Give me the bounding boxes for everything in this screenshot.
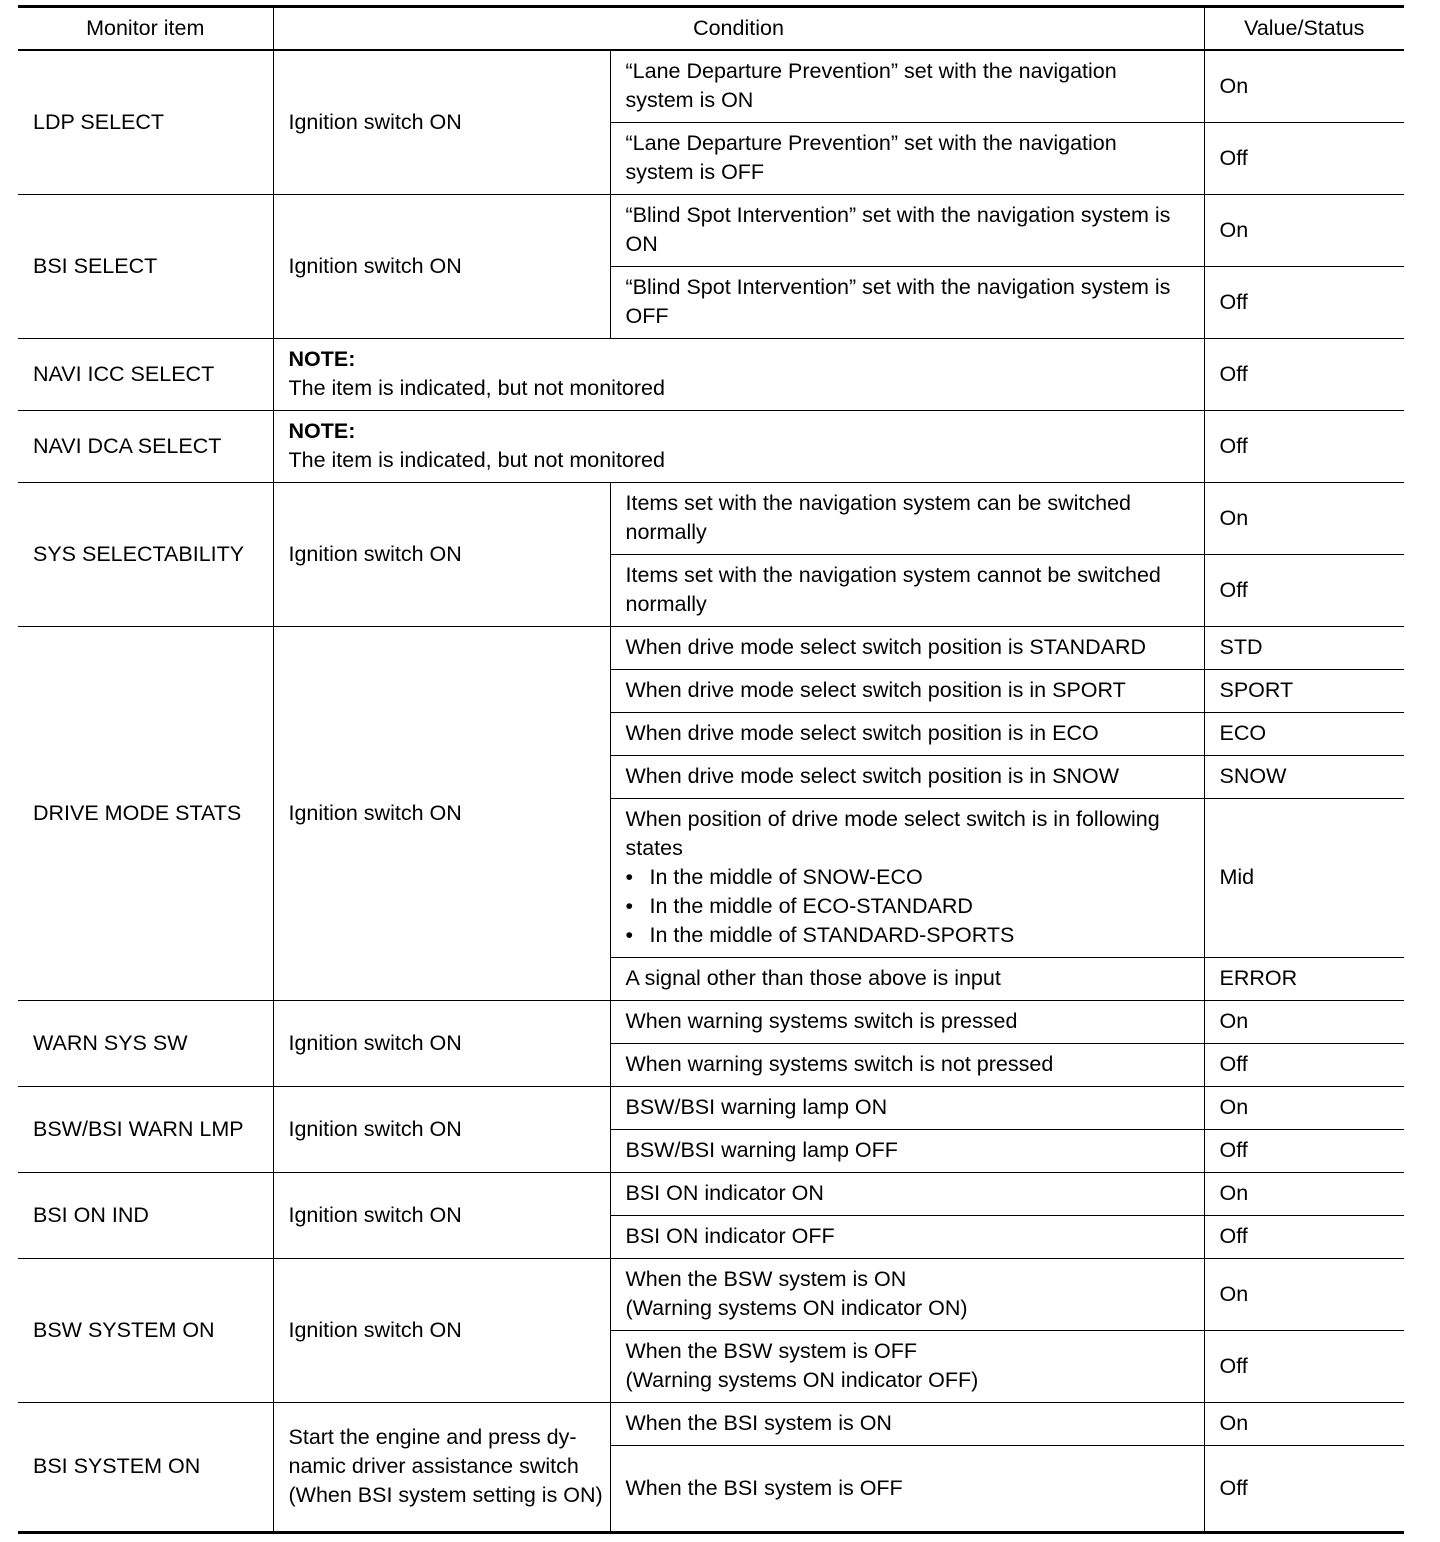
value-cell: Off <box>1204 1129 1404 1172</box>
value-cell: On <box>1204 1086 1404 1129</box>
main-condition-cell: Ignition switch ON <box>273 50 610 194</box>
value-cell: On <box>1204 1258 1404 1330</box>
sub-condition-cell <box>610 1258 1204 1330</box>
header-monitor-item: Monitor item <box>18 7 273 51</box>
bullet-dot-icon: • <box>625 894 634 918</box>
sub-condition-cell: When drive mode select switch position is in SPORT <box>610 669 1204 712</box>
note-label: NOTE: <box>288 419 356 443</box>
note-text: The item is indicated, but not monitored <box>288 448 665 472</box>
monitor-item-cell: SYS SELECTABILITY <box>18 482 273 626</box>
bullet-item <box>626 892 1189 921</box>
condition-line: (Warning systems ON indicator OFF) <box>625 1368 979 1392</box>
bullet-item <box>626 921 1189 950</box>
bullet-text: In the middle of SNOW-ECO <box>649 865 923 889</box>
value-cell: On <box>1204 194 1404 266</box>
main-condition-cell: Ignition switch ON <box>273 1172 610 1258</box>
value-cell: Off <box>1204 1043 1404 1086</box>
bullet-text: In the middle of STANDARD-SPORTS <box>649 923 1015 947</box>
sub-condition-cell: “Blind Spot Intervention” set with the navigation system is ON <box>610 194 1204 266</box>
bullet-dot-icon: • <box>625 865 634 889</box>
sub-condition-cell <box>610 1330 1204 1402</box>
table-row <box>18 50 1404 122</box>
note-label: NOTE: <box>288 347 356 371</box>
header-row <box>18 7 1404 51</box>
value-cell: Off <box>1204 1215 1404 1258</box>
condition-text: When position of drive mode select switch is in following states <box>625 807 1160 860</box>
sub-condition-cell: A signal other than those above is input <box>610 957 1204 1000</box>
monitor-item-cell: LDP SELECT <box>18 50 273 194</box>
table-row <box>18 1258 1404 1330</box>
bullet-item <box>626 863 1189 892</box>
sub-condition-cell: BSW/BSI warning lamp ON <box>610 1086 1204 1129</box>
condition-line: When the BSW system is OFF <box>625 1339 917 1363</box>
value-cell: Off <box>1204 266 1404 338</box>
note-cell <box>273 338 1204 410</box>
table-row <box>18 482 1404 554</box>
value-cell: SPORT <box>1204 669 1404 712</box>
value-cell: Mid <box>1204 798 1404 957</box>
monitor-item-cell: NAVI DCA SELECT <box>18 410 273 482</box>
main-condition-cell: Ignition switch ON <box>273 194 610 338</box>
sub-condition-cell: When warning systems switch is pressed <box>610 1000 1204 1043</box>
monitor-item-cell: BSI ON IND <box>18 1172 273 1258</box>
monitor-item-cell: NAVI ICC SELECT <box>18 338 273 410</box>
main-condition-cell: Start the engine and press dy-namic driver assistance switch (When BSI system setting is ON) <box>273 1402 610 1532</box>
condition-line: (Warning systems ON indicator ON) <box>625 1296 968 1320</box>
sub-condition-cell: When warning systems switch is not pressed <box>610 1043 1204 1086</box>
sub-condition-cell: When drive mode select switch position is in ECO <box>610 712 1204 755</box>
sub-condition-cell: When drive mode select switch position is in SNOW <box>610 755 1204 798</box>
sub-condition-cell: BSI ON indicator ON <box>610 1172 1204 1215</box>
table-row <box>18 410 1404 482</box>
note-cell <box>273 410 1204 482</box>
sub-condition-cell: “Lane Departure Prevention” set with the navigation system is ON <box>610 50 1204 122</box>
main-condition-cell: Ignition switch ON <box>273 1258 610 1402</box>
value-cell: ECO <box>1204 712 1404 755</box>
value-cell: Off <box>1204 1330 1404 1402</box>
sub-condition-cell: “Lane Departure Prevention” set with the navigation system is OFF <box>610 122 1204 194</box>
table-row <box>18 194 1404 266</box>
value-cell: SNOW <box>1204 755 1404 798</box>
value-cell: On <box>1204 50 1404 122</box>
table-row <box>18 1172 1404 1215</box>
main-condition-cell: Ignition switch ON <box>273 1086 610 1172</box>
main-condition-cell: Ignition switch ON <box>273 482 610 626</box>
table-row <box>18 1000 1404 1043</box>
sub-condition-cell: BSW/BSI warning lamp OFF <box>610 1129 1204 1172</box>
sub-condition-cell: When the BSI system is ON <box>610 1402 1204 1445</box>
sub-condition-cell: BSI ON indicator OFF <box>610 1215 1204 1258</box>
monitor-item-cell: WARN SYS SW <box>18 1000 273 1086</box>
main-condition-cell: Ignition switch ON <box>273 1000 610 1086</box>
monitor-item-table <box>18 5 1404 1534</box>
header-value-status: Value/Status <box>1204 7 1404 51</box>
table-row <box>18 1086 1404 1129</box>
value-cell: ERROR <box>1204 957 1404 1000</box>
table-row <box>18 1402 1404 1445</box>
value-cell: On <box>1204 482 1404 554</box>
value-cell: Off <box>1204 122 1404 194</box>
header-condition: Condition <box>273 7 1204 51</box>
value-cell: STD <box>1204 626 1404 669</box>
sub-condition-cell: “Blind Spot Intervention” set with the navigation system is OFF <box>610 266 1204 338</box>
value-cell: On <box>1204 1000 1404 1043</box>
value-cell: Off <box>1204 410 1404 482</box>
main-condition-cell: Ignition switch ON <box>273 626 610 1000</box>
bullet-text: In the middle of ECO-STANDARD <box>649 894 973 918</box>
monitor-item-cell: BSW SYSTEM ON <box>18 1258 273 1402</box>
value-cell: Off <box>1204 338 1404 410</box>
monitor-item-cell: BSW/BSI WARN LMP <box>18 1086 273 1172</box>
sub-condition-cell <box>610 798 1204 957</box>
bullet-dot-icon: • <box>625 923 634 947</box>
sub-condition-cell: Items set with the navigation system cannot be switched normally <box>610 554 1204 626</box>
value-cell: On <box>1204 1402 1404 1445</box>
monitor-item-cell: DRIVE MODE STATS <box>18 626 273 1000</box>
sub-condition-cell: Items set with the navigation system can be switched normally <box>610 482 1204 554</box>
note-text: The item is indicated, but not monitored <box>288 376 665 400</box>
table-row <box>18 338 1404 410</box>
sub-condition-cell: When drive mode select switch position is STANDARD <box>610 626 1204 669</box>
condition-line: When the BSW system is ON <box>625 1267 907 1291</box>
monitor-item-cell: BSI SYSTEM ON <box>18 1402 273 1532</box>
sub-condition-cell: When the BSI system is OFF <box>610 1445 1204 1532</box>
value-cell: Off <box>1204 1445 1404 1532</box>
table-row <box>18 626 1404 669</box>
value-cell: Off <box>1204 554 1404 626</box>
monitor-item-cell: BSI SELECT <box>18 194 273 338</box>
value-cell: On <box>1204 1172 1404 1215</box>
